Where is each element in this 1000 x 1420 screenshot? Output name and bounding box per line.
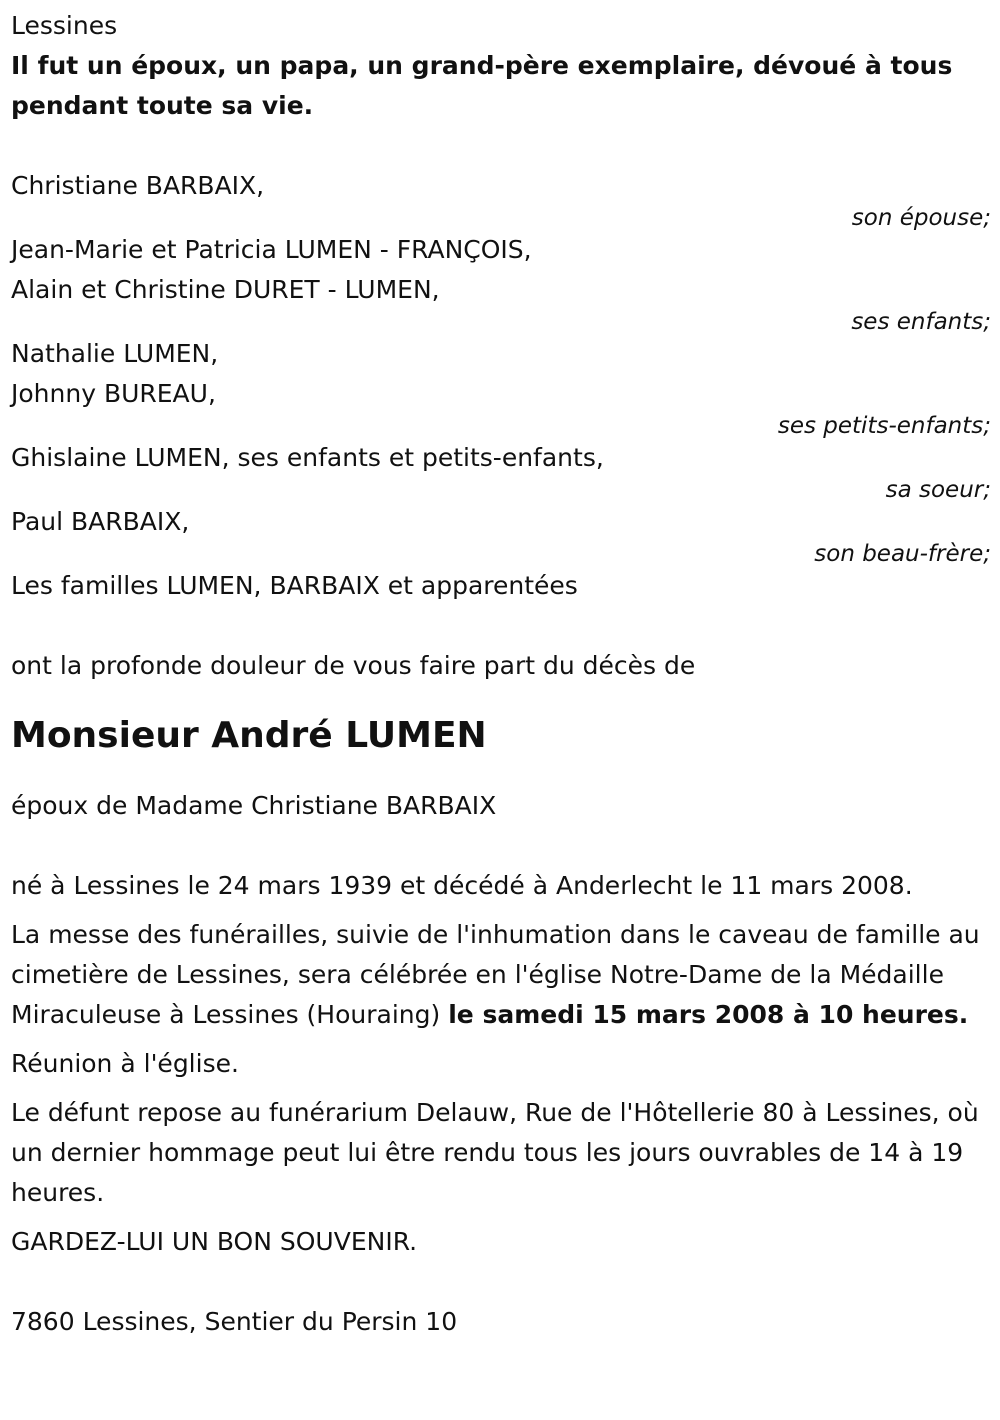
funeral-home: Le défunt repose au funérarium Delauw, Rue de l'Hôtellerie 80 à Lessines, où un dernier hommage peut lui être rendu tous les jours ouvrables de 14 à 19 heures.	[11, 1098, 979, 1207]
birth-death-dates: né à Lessines le 24 mars 1939 et décédé à Anderlecht le 11 mars 2008.	[11, 871, 913, 900]
brother-in-law-role: son beau-frère;	[814, 541, 991, 567]
grandchildren-role: ses petits-enfants;	[777, 413, 991, 439]
tribute: Il fut un époux, un papa, un grand-père exemplaire, dévoué à tous pendant toute sa vie.	[11, 51, 953, 120]
sister-name: Ghislaine LUMEN, ses enfants et petits-enfants,	[11, 443, 604, 472]
child-name: Alain et Christine DURET - LUMEN,	[11, 275, 440, 304]
spouse-name: Christiane BARBAIX,	[11, 171, 265, 200]
announcement: ont la profonde douleur de vous faire part du décès de	[11, 651, 696, 680]
address: 7860 Lessines, Sentier du Persin 10	[11, 1307, 458, 1336]
mass-text: La messe des funérailles, suivie de l'inhumation dans le caveau de famille au cimetière de Lessines, sera célébrée en l'église Notre-Dame de la Médaille Miraculeuse à Lessines (Houraing)	[11, 920, 980, 1029]
sister-role: sa soeur;	[885, 477, 991, 503]
city: Lessines	[11, 11, 118, 40]
children-role: ses enfants;	[851, 309, 991, 335]
brother-in-law-name: Paul BARBAIX,	[11, 507, 190, 536]
deceased-name: Monsieur André LUMEN	[11, 715, 487, 756]
spouse-of: époux de Madame Christiane BARBAIX	[11, 791, 497, 820]
spouse-role: son épouse;	[851, 205, 991, 231]
obituary-notice	[11, 6, 991, 1342]
closing: GARDEZ-LUI UN BON SOUVENIR.	[11, 1227, 418, 1256]
grandchild-name: Nathalie LUMEN,	[11, 339, 219, 368]
mass-date: le samedi 15 mars 2008 à 10 heures.	[448, 1000, 969, 1029]
funeral-mass	[11, 915, 991, 1035]
families: Les familles LUMEN, BARBAIX et apparentées	[11, 571, 578, 600]
grandchild-name: Johnny BUREAU,	[11, 379, 216, 408]
meeting: Réunion à l'église.	[11, 1049, 239, 1078]
child-name: Jean-Marie et Patricia LUMEN - FRANÇOIS,	[11, 235, 532, 264]
